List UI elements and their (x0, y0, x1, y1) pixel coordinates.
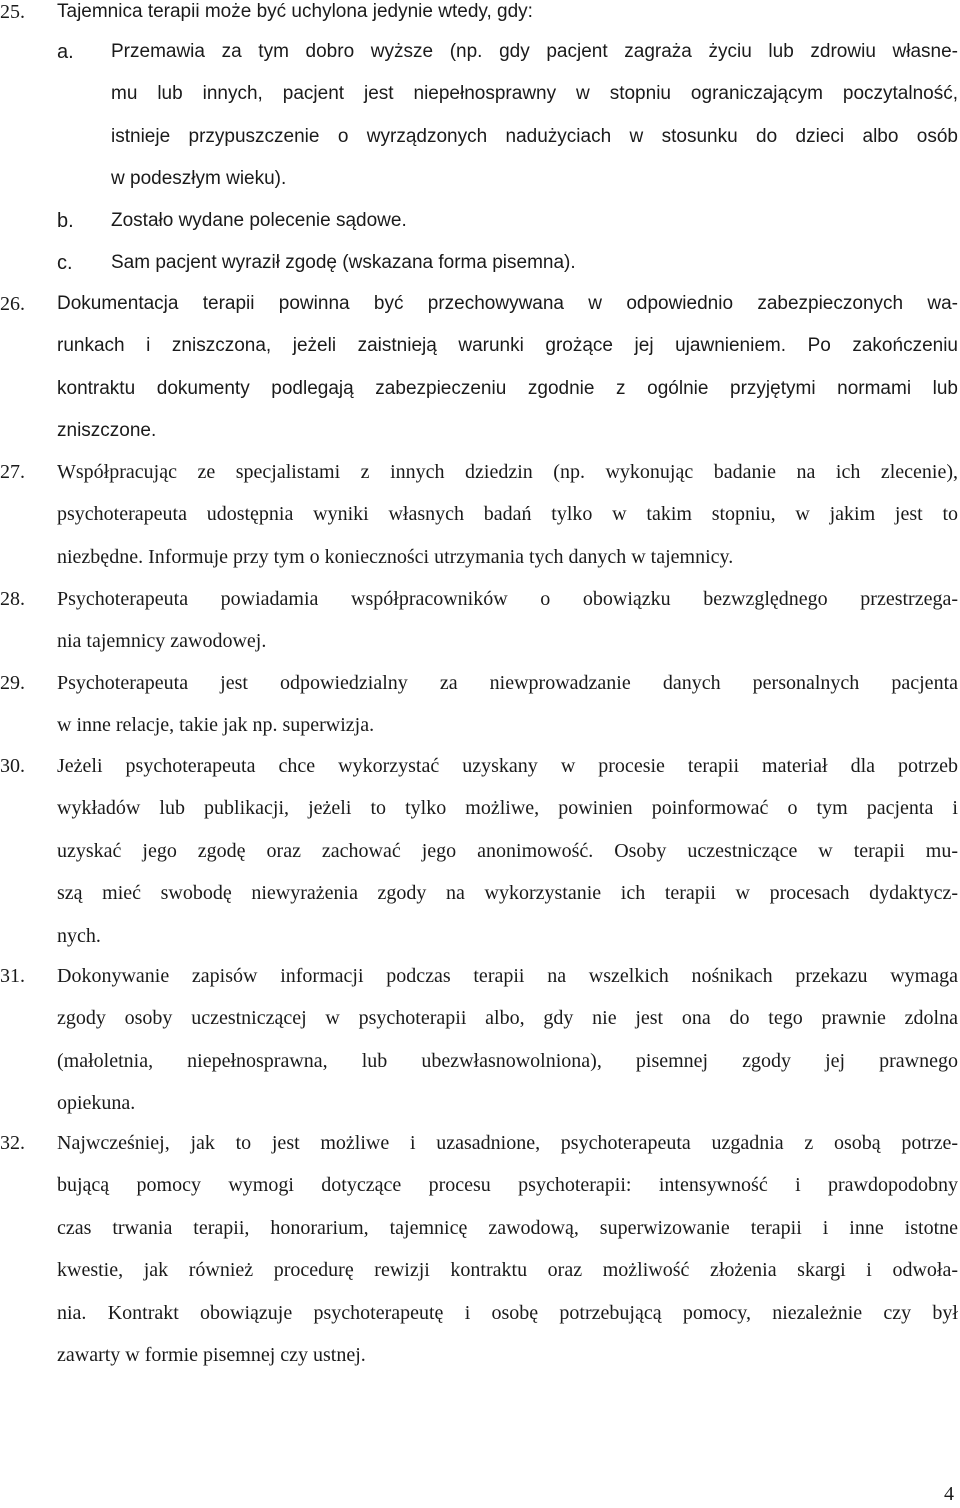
item-number: 32. (0, 1132, 25, 1154)
item-text-line: nych. (57, 925, 101, 947)
item-text-line: w inne relacje, takie jak np. superwizja. (57, 714, 375, 736)
subitem-text-line: Zostało wydane polecenie sądowe. (111, 210, 407, 231)
item-text-line: Jeżeli psychoterapeuta chce wykorzystać uzyskany w procesie terapii materiał dla potrzeb (57, 755, 958, 777)
item-text-line: niezbędne. Informuje przy tym o konieczności utrzymania tych danych w tajemnicy. (57, 546, 734, 568)
subitem-letter: a. (57, 41, 74, 63)
item-text-line: Najwcześniej, jak to jest możliwe i uzasadnione, psychoterapeuta uzgadnia z osobą potrze- (57, 1132, 958, 1154)
item-number: 31. (0, 965, 25, 987)
item-text-line: Psychoterapeuta powiadamia współpracowników o obowiązku bezwzględnego przestrzega- (57, 588, 958, 610)
item-text-line: czas trwania terapii, honorarium, tajemnicę zawodową, superwizowanie terapii i inne istotne (57, 1217, 958, 1239)
item-number: 26. (0, 293, 25, 315)
item-text-line: wykładów lub publikacji, jeżeli to tylko możliwe, powinien poinformować o tym pacjenta i (57, 797, 958, 819)
item-number: 25. (0, 1, 25, 23)
list-item-27 (0, 462, 960, 572)
subitem-text-line: Przemawia za tym dobro wyższe (np. gdy pacjent zagraża życiu lub zdrowiu własne- (111, 41, 958, 62)
subitem-text-line: mu lub innych, pacjent jest niepełnosprawny w stopniu ograniczającym poczytalność, (111, 83, 958, 104)
item-text-line: zniszczone. (57, 420, 157, 441)
subitem-text-line: Sam pacjent wyraził zgodę (wskazana forma pisemna). (111, 252, 576, 273)
item-text-line: Psychoterapeuta jest odpowiedzialny za niewprowadzanie danych personalnych pacjenta (57, 672, 958, 694)
list-item-26 (0, 294, 960, 454)
item-text-line: Dokumentacja terapii powinna być przechowywana w odpowiednio zabezpieczonych wa- (57, 293, 958, 314)
subitem-text-line: istnieje przypuszczenie o wyrządzonych nadużyciach w stosunku do dzieci albo osób (111, 126, 958, 147)
item-text-line: opiekuna. (57, 1092, 136, 1114)
item-text-line: Współpracując ze specjalistami z innych dziedzin (np. wykonując badanie na ich zlecenie), (57, 461, 958, 483)
list-item-32 (0, 1133, 960, 1373)
item-text-line: Dokonywanie zapisów informacji podczas terapii na wszelkich nośnikach przekazu wymaga (57, 965, 958, 987)
list-item-28 (0, 589, 960, 659)
list-item-25 (0, 0, 960, 280)
item-text-line: runkach i zniszczona, jeżeli zaistnieją warunki grożące jej ujawnieniem. Po zakończeniu (57, 335, 958, 356)
item-text-line: psychoterapeuta udostępnia wyniki własnych badań tylko w takim stopniu, w jakim jest to (57, 503, 958, 525)
item-text-line: zawarty w formie pisemnej czy ustnej. (57, 1344, 366, 1366)
item-text-line: nia tajemnicy zawodowej. (57, 630, 267, 652)
subitem-letter: b. (57, 210, 74, 232)
subitem-letter: c. (57, 252, 73, 274)
item-number: 30. (0, 755, 25, 777)
item-text-line: nia. Kontrakt obowiązuje psychoterapeutę i osobę potrzebującą pomocy, niezależnie czy był (57, 1302, 958, 1324)
item-text-line: kwestie, jak również procedurę rewizji kontraktu oraz możliwość złożenia skargi i odwoła- (57, 1259, 958, 1281)
item-number: 27. (0, 461, 25, 483)
item-text-line: kontraktu dokumenty podlegają zabezpieczeniu zgodnie z ogólnie przyjętymi normami lub (57, 378, 958, 399)
item-text-line: (małoletnia, niepełnosprawna, lub ubezwłasnowolniona), pisemnej zgody jej prawnego (57, 1050, 958, 1072)
page-number: 4 (944, 1483, 954, 1505)
list-item-30 (0, 756, 960, 956)
subitem-text-line: w podeszłym wieku). (111, 168, 287, 189)
item-text-line: bującą pomocy wymogi dotyczące procesu psychoterapii: intensywność i prawdopodobny (57, 1174, 958, 1196)
list-item-29 (0, 673, 960, 743)
item-number: 28. (0, 588, 25, 610)
list-item-31 (0, 966, 960, 1126)
item-text-line: zgody osoby uczestniczącej w psychoterapii albo, gdy nie jest ona do tego prawnie zdolna (57, 1007, 958, 1029)
item-text-line: uzyskać jego zgodę oraz zachować jego anonimowość. Osoby uczestniczące w terapii mu- (57, 840, 958, 862)
item-text-line: Tajemnica terapii może być uchylona jedynie wtedy, gdy: (57, 1, 533, 22)
item-number: 29. (0, 672, 25, 694)
item-text-line: szą mieć swobodę niewyrażenia zgody na wykorzystanie ich terapii w procesach dydaktycz- (57, 882, 958, 904)
